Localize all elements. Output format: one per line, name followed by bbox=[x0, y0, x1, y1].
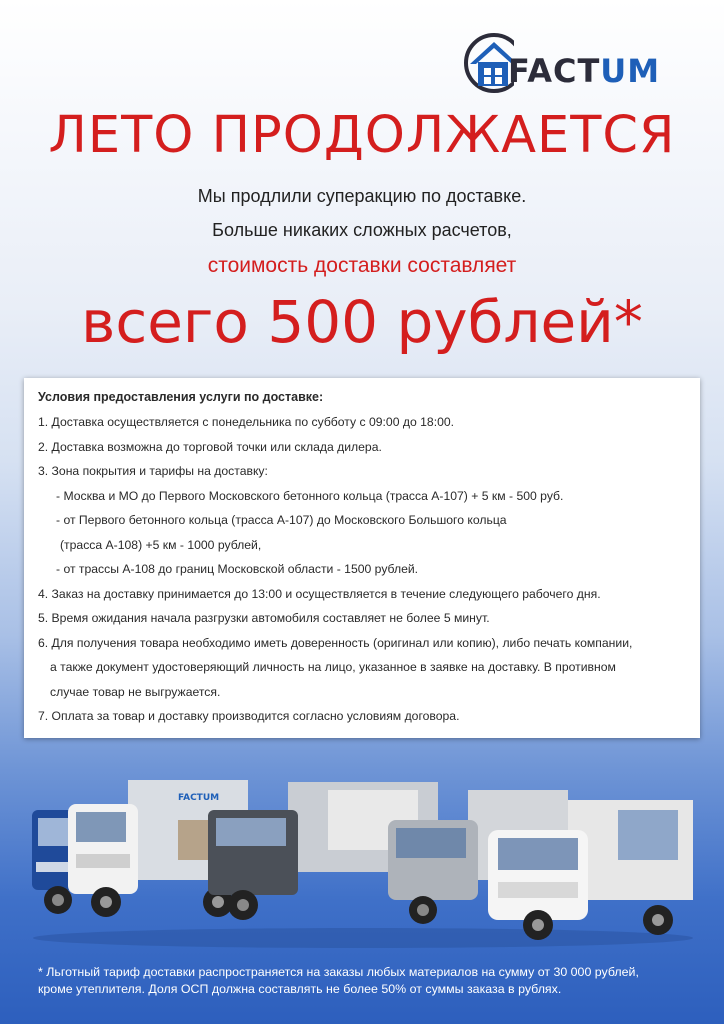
footnote-line-1: * Льготный тариф доставки распространяется на заказы любых материалов на сумму от 30 000 рублей, bbox=[38, 965, 639, 979]
condition-line: - от Первого бетонного кольца (трасса А-107) до Московского Большого кольца bbox=[56, 513, 507, 527]
logo-text-dark: FACT bbox=[508, 52, 601, 90]
condition-line: 4. Заказ на доставку принимается до 13:00 и осуществляется в течение следующего рабочего дня. bbox=[38, 586, 601, 601]
truck-brand-label: FACTUM bbox=[178, 793, 220, 803]
footnote bbox=[38, 964, 698, 998]
condition-line: 1. Доставка осуществляется с понедельника по субботу с 09:00 до 18:00. bbox=[38, 415, 455, 429]
footnote-line-2: кроме утеплителя. Доля ОСП должна составлять не более 50% от суммы заказа в рублях. bbox=[38, 982, 562, 996]
price-text: всего 500 рублей* bbox=[81, 288, 643, 356]
condition-line: случае товар не выгружается. bbox=[50, 684, 221, 699]
condition-line: - Москва и МО до Первого Московского бетонного кольца (трасса А-107) + 5 км - 500 руб. bbox=[56, 488, 564, 503]
condition-line: 5. Время ожидания начала разгрузки автомобиля составляет не более 5 минут. bbox=[38, 611, 490, 625]
condition-line: - от трассы А-108 до границ Московской области - 1500 рублей. bbox=[56, 562, 419, 576]
conditions-title: Условия предоставления услуги по доставке: bbox=[38, 390, 324, 404]
logo-wordmark bbox=[508, 52, 660, 90]
condition-line: 6. Для получения товара необходимо иметь доверенность (оригинал или копию), либо печать компании, bbox=[38, 635, 633, 650]
headline: ЛЕТО ПРОДОЛЖАЕТСЯ bbox=[48, 106, 676, 165]
intro-line-1: Мы продлили суперакцию по доставке. bbox=[197, 186, 527, 206]
delivery-trucks-image bbox=[28, 770, 698, 950]
intro-line-2: Больше никаких сложных расчетов, bbox=[212, 220, 512, 240]
condition-line: (трасса А-108) +5 км - 1000 рублей, bbox=[60, 537, 262, 552]
condition-line: 2. Доставка возможна до торговой точки или склада дилера. bbox=[38, 439, 382, 454]
condition-line: 3. Зона покрытия и тарифы на доставку: bbox=[38, 464, 268, 478]
intro-line-3: стоимость доставки составляет bbox=[207, 254, 517, 277]
house-logo-icon bbox=[464, 30, 514, 96]
condition-line: 7. Оплата за товар и доставку производится согласно условиям договора. bbox=[38, 709, 460, 723]
condition-line: а также документ удостоверяющий личность на лицо, указанное в заявке на доставку. В противном bbox=[50, 660, 616, 674]
logo-text-blue: UM bbox=[600, 52, 661, 90]
factum-logo bbox=[464, 30, 694, 96]
conditions-panel bbox=[24, 378, 700, 738]
